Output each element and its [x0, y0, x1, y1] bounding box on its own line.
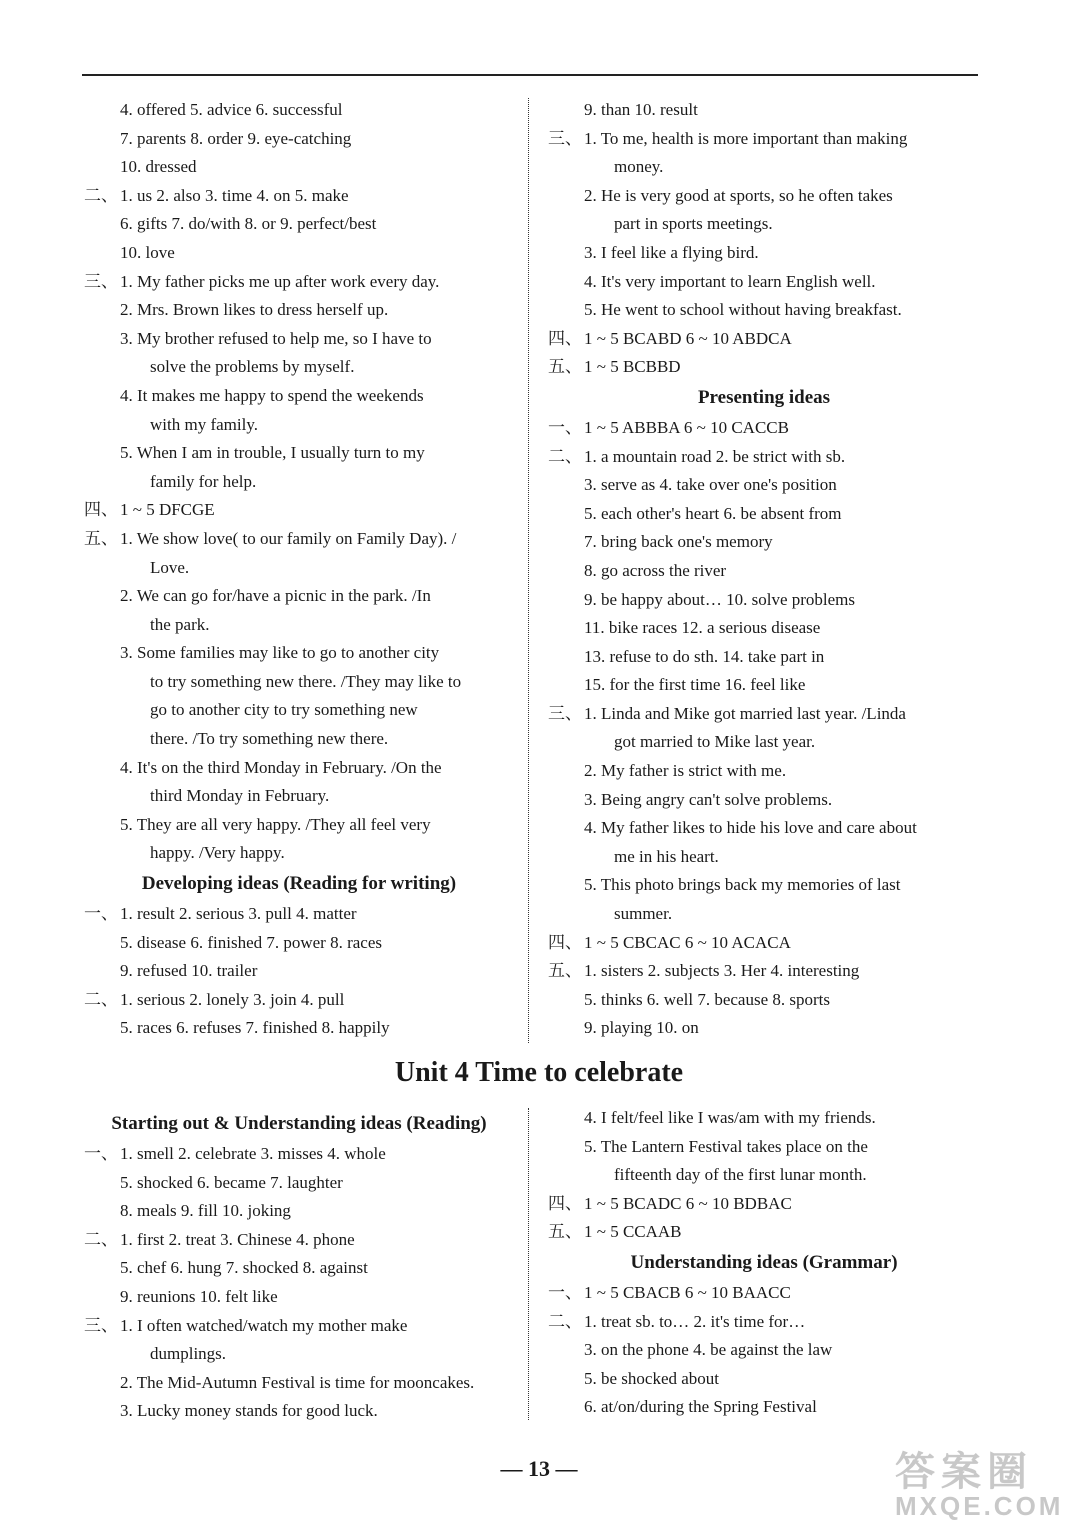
- answer-line: [548, 728, 980, 757]
- answer-line: [84, 782, 514, 811]
- answer-text: 5. chef 6. hung 7. shocked 8. against: [120, 1258, 368, 1278]
- watermark-url: MXQE.COM: [895, 1491, 1064, 1521]
- answer-line: [84, 696, 514, 725]
- answer-text: 13. refuse to do sth. 14. take part in: [584, 646, 825, 666]
- answer-line: [548, 614, 980, 643]
- answer-line: [548, 757, 980, 786]
- answer-line: [548, 1014, 980, 1043]
- section-marker: 一、: [548, 417, 582, 437]
- answer-text: 2. We can go for/have a picnic in the park. /In: [120, 586, 431, 606]
- answer-line: [84, 1197, 514, 1226]
- section-marker: 四、: [548, 1193, 582, 1213]
- answer-text: 1. serious 2. lonely 3. join 4. pull: [120, 989, 345, 1009]
- answer-text: 1. To me, health is more important than making: [584, 128, 908, 148]
- answer-line: [84, 811, 514, 840]
- answer-text: 15. for the first time 16. feel like: [584, 675, 806, 695]
- answer-line: [84, 296, 514, 325]
- answer-text: 1. first 2. treat 3. Chinese 4. phone: [120, 1229, 355, 1249]
- answer-line: [548, 1104, 980, 1133]
- answer-text: with my family.: [150, 414, 258, 434]
- section-marker: 五、: [548, 1222, 582, 1242]
- answer-line: [84, 1014, 514, 1043]
- section-marker: 四、: [548, 932, 582, 952]
- answer-text: 2. Mrs. Brown likes to dress herself up.: [120, 300, 389, 320]
- answer-text: 5. This photo brings back my memories of last: [584, 875, 901, 895]
- answer-text: 1. My father picks me up after work every day.: [120, 271, 440, 291]
- answer-line: [548, 871, 980, 900]
- section-marker: 五、: [84, 528, 118, 548]
- answer-line: [84, 525, 514, 554]
- answer-text: 4. It's very important to learn English well.: [584, 271, 876, 291]
- answer-text: 5. be shocked about: [584, 1368, 720, 1388]
- answer-text: 1. sisters 2. subjects 3. Her 4. interesting: [584, 961, 860, 981]
- answer-text: 10. dressed: [120, 157, 197, 177]
- left-column-upper: [84, 96, 514, 1043]
- answer-text: 3. on the phone 4. be against the law: [584, 1340, 833, 1360]
- section-marker: 一、: [548, 1282, 582, 1302]
- answer-text: me in his heart.: [614, 846, 719, 866]
- answer-line: [84, 554, 514, 583]
- answer-text: 5. The Lantern Festival takes place on the: [584, 1136, 868, 1156]
- answer-text: 1. Linda and Mike got married last year. /Linda: [584, 703, 906, 723]
- answer-line: [548, 353, 980, 382]
- answer-text: dumplings.: [150, 1344, 227, 1364]
- section-marker: 三、: [548, 703, 582, 723]
- answer-line: [548, 182, 980, 211]
- answer-line: [84, 439, 514, 468]
- watermark-text: 答案圈: [895, 1450, 1033, 1494]
- page-number: — 13 —: [500, 1456, 578, 1481]
- answer-text: money.: [614, 157, 664, 177]
- answer-text: Love.: [150, 557, 190, 577]
- answer-text: 3. My brother refused to help me, so I have to: [120, 328, 432, 348]
- answer-text: 1. We show love( to our family on Family Day). /: [120, 528, 457, 548]
- answer-line: [548, 500, 980, 529]
- unit-title: Unit 4 Time to celebrate: [394, 1057, 684, 1088]
- answer-line: [548, 443, 980, 472]
- answer-line: [548, 96, 980, 125]
- answer-line: [84, 639, 514, 668]
- answer-line: [548, 1133, 980, 1162]
- answer-text: to try something new there. /They may like to: [150, 671, 462, 691]
- answer-text: 3. Being angry can't solve problems.: [584, 789, 833, 809]
- section-marker: 二、: [84, 1229, 118, 1249]
- answer-text: 5. When I am in trouble, I usually turn to my: [120, 443, 425, 463]
- answer-text: family for help.: [150, 471, 257, 491]
- section-marker: 二、: [548, 1311, 582, 1331]
- answer-line: [548, 1393, 980, 1422]
- answer-line: [84, 239, 514, 268]
- answer-text: 5. disease 6. finished 7. power 8. races: [120, 932, 383, 952]
- answer-text: 4. It's on the third Monday in February. /On the: [120, 757, 442, 777]
- section-heading-presenting-ideas: Presenting ideas: [697, 386, 831, 408]
- answer-text: 1 ~ 5 DFCGE: [120, 500, 215, 520]
- column-divider-lower: [528, 1108, 529, 1420]
- answer-text: solve the problems by myself.: [150, 357, 355, 377]
- answer-text: 2. The Mid-Autumn Festival is time for mooncakes.: [120, 1372, 475, 1392]
- answer-line: [548, 643, 980, 672]
- answer-line: [84, 125, 514, 154]
- answer-text: 4. My father likes to hide his love and care about: [584, 818, 917, 838]
- answer-text: third Monday in February.: [150, 786, 330, 806]
- answer-text: go to another city to try something new: [150, 700, 418, 720]
- answer-text: 5. He went to school without having breakfast.: [584, 300, 902, 320]
- answer-line: [548, 210, 980, 239]
- answer-text: 1. I often watched/watch my mother make: [120, 1315, 408, 1335]
- answer-text: 8. go across the river: [584, 560, 727, 580]
- answer-line: [548, 1365, 980, 1394]
- answer-line: [84, 668, 514, 697]
- answer-text: 1. smell 2. celebrate 3. misses 4. whole: [120, 1144, 386, 1163]
- answer-text: 1 ~ 5 ABBBA 6 ~ 10 CACCB: [584, 417, 789, 437]
- answer-text: 9. reunions 10. felt like: [120, 1286, 278, 1306]
- answer-text: 3. I feel like a flying bird.: [584, 242, 759, 262]
- answer-line: [84, 382, 514, 411]
- answer-line: [84, 1226, 514, 1255]
- answer-text: 10. love: [120, 242, 175, 262]
- answer-text: 2. He is very good at sports, so he often takes: [584, 185, 893, 205]
- left-column-lower: [84, 1108, 514, 1426]
- answer-line: [548, 528, 980, 557]
- answer-line: [548, 268, 980, 297]
- answer-line: [548, 471, 980, 500]
- answer-line: [548, 586, 980, 615]
- answer-line: [84, 725, 514, 754]
- answer-line: [84, 582, 514, 611]
- section-marker: 二、: [548, 446, 582, 466]
- answer-text: 1 ~ 5 CBCAC 6 ~ 10 ACACA: [584, 932, 791, 952]
- answer-line: [84, 1169, 514, 1198]
- answer-line: [84, 268, 514, 297]
- answer-line: [84, 1254, 514, 1283]
- answer-line: [548, 1308, 980, 1337]
- answer-text: 3. Some families may like to go to another city: [120, 643, 440, 663]
- answer-text: summer.: [614, 904, 673, 924]
- answer-text: 9. refused 10. trailer: [120, 961, 258, 981]
- answer-line: [548, 671, 980, 700]
- answer-line: [548, 700, 980, 729]
- answer-line: [84, 957, 514, 986]
- answer-text: 9. playing 10. on: [584, 1018, 699, 1038]
- answer-line: [548, 900, 980, 929]
- answer-line: [84, 353, 514, 382]
- answer-line: [548, 1336, 980, 1365]
- answer-text: 4. I felt/feel like I was/am with my friends.: [584, 1108, 876, 1127]
- answer-line: [84, 153, 514, 182]
- right-column-upper: [548, 96, 980, 1043]
- answer-text: 8. meals 9. fill 10. joking: [120, 1201, 291, 1221]
- answer-text: the park.: [150, 614, 210, 634]
- answer-text: 1 ~ 5 CBACB 6 ~ 10 BAACC: [584, 1282, 791, 1302]
- answer-line: [84, 900, 514, 929]
- answer-text: 5. races 6. refuses 7. finished 8. happily: [120, 1018, 390, 1038]
- answer-text: 1 ~ 5 BCBBD: [584, 357, 681, 377]
- section-marker: 五、: [548, 357, 582, 377]
- section-heading-developing-ideas: Developing ideas (Reading for writing): [141, 873, 457, 895]
- section-marker: 二、: [84, 185, 118, 205]
- answer-line: [548, 786, 980, 815]
- answer-text: 2. My father is strict with me.: [584, 761, 787, 781]
- answer-text: 4. offered 5. advice 6. successful: [120, 100, 343, 119]
- section-marker: 一、: [84, 904, 118, 924]
- section-heading-starting-out: Starting out & Understanding ideas (Reading): [111, 1113, 487, 1134]
- section-marker: 四、: [548, 328, 582, 348]
- watermark-logo: [895, 1440, 1070, 1530]
- answer-line: [84, 468, 514, 497]
- answer-line: [548, 814, 980, 843]
- answer-line: [548, 1218, 980, 1247]
- answer-line: [548, 239, 980, 268]
- answer-line: [84, 1283, 514, 1312]
- section-marker: 三、: [84, 1315, 118, 1335]
- answer-text: 7. parents 8. order 9. eye-catching: [120, 128, 352, 148]
- answer-line: [84, 496, 514, 525]
- answer-line: [84, 754, 514, 783]
- section-marker: 五、: [548, 961, 582, 981]
- answer-line: [548, 1161, 980, 1190]
- answer-line: [84, 1140, 514, 1169]
- answer-text: 1. result 2. serious 3. pull 4. matter: [120, 904, 357, 924]
- answer-line: [84, 210, 514, 239]
- section-marker: 四、: [84, 500, 118, 520]
- answer-text: 3. serve as 4. take over one's position: [584, 475, 837, 495]
- answer-text: 11. bike races 12. a serious disease: [584, 618, 821, 638]
- answer-line: [84, 325, 514, 354]
- section-marker: 二、: [84, 989, 118, 1009]
- answer-line: [548, 153, 980, 182]
- answer-text: 5. thinks 6. well 7. because 8. sports: [584, 989, 830, 1009]
- top-rule: [82, 74, 978, 76]
- answer-line: [84, 1397, 514, 1426]
- answer-line: [84, 611, 514, 640]
- answer-text: 9. be happy about… 10. solve problems: [584, 589, 856, 609]
- answer-line: [84, 839, 514, 868]
- answer-text: 1. treat sb. to… 2. it's time for…: [584, 1311, 806, 1331]
- answer-text: 5. shocked 6. became 7. laughter: [120, 1172, 343, 1192]
- section-marker: 三、: [548, 128, 582, 148]
- answer-text: 1. us 2. also 3. time 4. on 5. make: [120, 185, 349, 205]
- answer-text: 1 ~ 5 BCADC 6 ~ 10 BDBAC: [584, 1193, 792, 1213]
- answer-text: 7. bring back one's memory: [584, 532, 773, 552]
- answer-text: 1 ~ 5 BCABD 6 ~ 10 ABDCA: [584, 328, 792, 348]
- answer-text: 5. each other's heart 6. be absent from: [584, 503, 842, 523]
- answer-line: [84, 929, 514, 958]
- answer-line: [548, 296, 980, 325]
- answer-line: [548, 929, 980, 958]
- answer-line: [84, 1312, 514, 1341]
- answer-text: there. /To try something new there.: [150, 729, 389, 749]
- answer-line: [548, 1279, 980, 1308]
- answer-text: 3. Lucky money stands for good luck.: [120, 1401, 378, 1421]
- section-heading-grammar: Understanding ideas (Grammar): [630, 1251, 898, 1273]
- answer-text: 5. They are all very happy. /They all feel very: [120, 814, 431, 834]
- answer-line: [548, 957, 980, 986]
- section-marker: 三、: [84, 271, 118, 291]
- answer-text: 6. gifts 7. do/with 8. or 9. perfect/best: [120, 214, 377, 234]
- answer-text: part in sports meetings.: [614, 214, 773, 234]
- answer-line: [548, 557, 980, 586]
- answer-line: [84, 986, 514, 1015]
- answer-line: [84, 411, 514, 440]
- answer-line: [548, 325, 980, 354]
- answer-line: [548, 986, 980, 1015]
- answer-text: happy. /Very happy.: [150, 843, 285, 863]
- answer-line: [84, 96, 514, 125]
- answer-text: 1 ~ 5 CCAAB: [584, 1222, 682, 1242]
- answer-text: 9. than 10. result: [584, 100, 698, 119]
- answer-line: [548, 843, 980, 872]
- answer-line: [548, 125, 980, 154]
- section-marker: 一、: [84, 1144, 118, 1163]
- answer-text: fifteenth day of the first lunar month.: [614, 1165, 867, 1185]
- right-column-lower: [548, 1104, 980, 1422]
- answer-text: 1. a mountain road 2. be strict with sb.: [584, 446, 846, 466]
- answer-line: [84, 1369, 514, 1398]
- answer-line: [84, 182, 514, 211]
- answer-text: 4. It makes me happy to spend the weekends: [120, 385, 424, 405]
- answer-text: 6. at/on/during the Spring Festival: [584, 1397, 817, 1417]
- answer-line: [548, 1190, 980, 1219]
- answer-line: [84, 1340, 514, 1369]
- column-divider-upper: [528, 98, 529, 1043]
- answer-line: [548, 414, 980, 443]
- answer-text: got married to Mike last year.: [614, 732, 816, 752]
